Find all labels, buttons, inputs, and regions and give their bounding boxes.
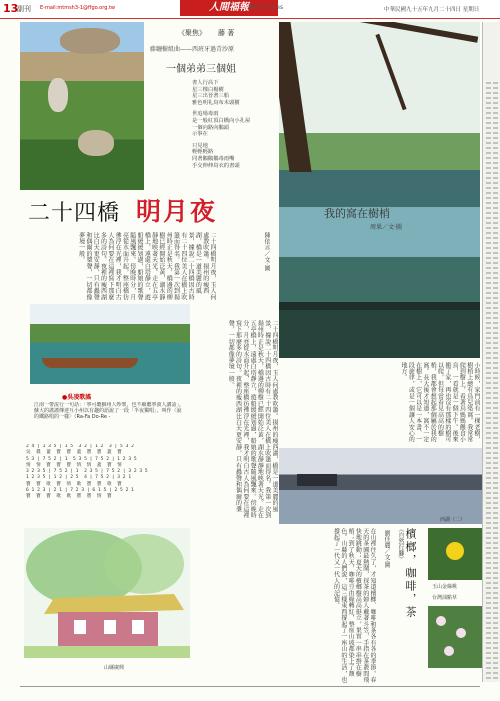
lake-photo (279, 448, 482, 524)
poem-line: 星三棵白楊樹 (192, 86, 224, 93)
newspaper-logo: 人間福報 (180, 0, 278, 16)
tree-pond-photo (279, 22, 480, 358)
pink-flower-photo (428, 606, 482, 668)
flower2-caption: 台灣油點草 (432, 595, 458, 601)
footer-rule (20, 686, 480, 687)
flower1-caption: 玉山金絲桃 (432, 584, 458, 590)
page-number: 13 (3, 2, 19, 15)
article-body: 二十四橋明月夜，玉人何處教吹簫。揚州的瘦西湖，橋是一道美麗的風景，據說二十四橋因古時有二十四位美人在橋上吹簫而得名。我第一次到揚州時正是秋天，橋邊的柳樹已經開始泛黃，湖水靜靜地映著天光。走在五亭橋上，遠處白塔靜立，遊船緩緩划過，船娘的歌聲隨風飄來。傍晚時分，月亮從水面升起，整座橋彷彿浮在光裡，我才明白古人為何要在這裡寫下那麼多的詩句。夜裡的瘦西湖比白天更安靜，只有蟲聲和偶爾的槳聲，一切都像夢境一般。 (77, 232, 216, 301)
article-author: 陳依言／文‧圖 (263, 232, 270, 272)
adjacent-page-strip (482, 22, 500, 682)
main-title: 二十四橋 (28, 201, 121, 226)
nature-author: 劉佳麗／文‧圖 (383, 530, 390, 568)
house-sketch (24, 528, 190, 658)
rocks-photo (20, 22, 144, 190)
story-author: 周果／文‧圖 (370, 224, 402, 231)
lake-caption: 西湖（二） (440, 517, 466, 523)
poem-line: 輕輕輕路 (192, 149, 214, 156)
section-label: ●吳凌歌謠 (62, 394, 92, 401)
poem-line: 是一般紅頂白橋向小孔屋 (192, 117, 251, 124)
section-name: 副刊 (17, 5, 31, 13)
sketch-caption: 山縣廣興 (104, 665, 125, 671)
column-author: 藤 著 (218, 29, 235, 37)
column-label: 《聚焦》 (178, 29, 206, 37)
poem-line: 星三出晉著三船 (192, 93, 230, 100)
nature-title: 檳榔，咖啡，茶 (404, 528, 417, 619)
nature-tag: 《自然行腳》 (397, 526, 404, 562)
article-body-center: 二十四橋明月夜，玉人何處教吹簫。揚州的瘦西湖，橋是一道美麗的風景，據說二十四橋因古時有二十四位美人在橋上吹簫而得名。我第一次到揚州時正是秋天，橋邊的柳樹已經開始泛黃，湖水靜靜地映著天光。走在五亭橋上，遠處白塔靜立，遊船緩緩划過，船娘的歌聲隨風飄來。傍晚時分，月亮從水面升起，整座橋彷彿浮在光裡，我才明白古人為何要在這裡寫下那麼多的詩句。夜裡的瘦西湖比白天更安靜，只有蟲聲和偶爾的槳聲，一切都像夢境一般。 (227, 320, 278, 519)
poem-line: 示事在 (192, 131, 208, 138)
poem (192, 80, 272, 169)
poem-line: 一個向路向鵝頭 (192, 124, 230, 131)
email-address[interactable]: E-mail:mtmsh3-1@ffgo.org.tw (40, 5, 116, 11)
yellow-flower-photo (428, 528, 482, 580)
poem-line: 書人行高下 (192, 80, 219, 86)
column-subtitle: 藤纏樹組曲——西班牙過青沙原 (150, 46, 235, 53)
poem-line: 雅色明礼鳥布未頭樹 (192, 99, 240, 106)
story-title: 我的窩在樹梢 (324, 207, 390, 220)
newspaper-logo-en: Merit Times (248, 4, 284, 11)
poem-line: 手交伸伸鳥衣的書頭 (192, 162, 240, 169)
poem-line: 同著鵝鵝鵝毒雨嘴 (192, 155, 235, 162)
boat-photo (30, 304, 190, 384)
column-title: 一個弟弟三個姐 (166, 64, 236, 75)
music-notation: 2 4 | 1 3 5 | 1 5 3 2 | 1 2 3 | 5 3 2 吳 儂 蓋 寶 寶 蓋 寶 寶 蓋 寶 5 3 | 7 5 2 | 1 5 3 5 | 7 5 2 | 1 2 3 5 情 情 寶 寶 寶 情 情 蓋 寶 情 3 2 3 5 | 7 5 2 | 1 2 3 5 | 7 5 2 | 3 2 3 5 1 2 3 5 | 1 2 | 2 5 4 | 7 5 2 | 3 2 1 寶 寶 歌 寶 情 歌 寶 寶 歌 寶 6 1 2 3 | 2 1 | 7 2 3 | 6 1 5 | 2 5 2 1 寶 寶 寶 歌 歌 寶 寶 情 寶 (26, 444, 148, 500)
article-body-bottom: 在山裡住久了，才知道檳榔、咖啡和茶各有各的季節。春天的茶園最熱鬧，採茶的婦人戴著斗笠，手指在茶叢間飛快地跳動；夏天的檳榔樹高高挺立，果實一串串掛在樹梢；到了秋天，咖啡豆由綠轉紅，整座山坡都染上了顏色。山縣的人們說，這三樣東西撐起了一座山的生活，也撐起了一代又一代人的記憶。 (332, 528, 376, 683)
main-title-highlight: 明月夜 (136, 197, 218, 226)
poem-line: 只見地 (192, 142, 208, 149)
issue-date: 中華民國九十五年九月二十四日 星期日 (384, 7, 480, 13)
article-body-tree: 小時候，家門前有一棵老樹，樹梢上總有鳥兒築窩。我常常爬到樹上，看著鳥媽媽餵食小鳥，一看就是一個下午。後來搬了家，再也沒有那樣的樹可以爬，但每當看見高高的樹梢，我都會想起那個屬於我的窩。長大後才知道，窩不一定在樹上，它可以是一本書、一段旋律，或是一個讓人安心的地方。 (400, 362, 480, 443)
poem-line: 世追場毒雨 (192, 111, 219, 118)
section-body: 江南一帶流行一句話：「寧可聽蘇州人吵架，也不願聽寧波人講話」。蘇大的謠謠傳達互小州以有趣的語說了一段「半夜獨唱」，叫作〈說的鐵路唱的一樣〉（Ra-Fa Do-Re - (34, 402, 184, 421)
